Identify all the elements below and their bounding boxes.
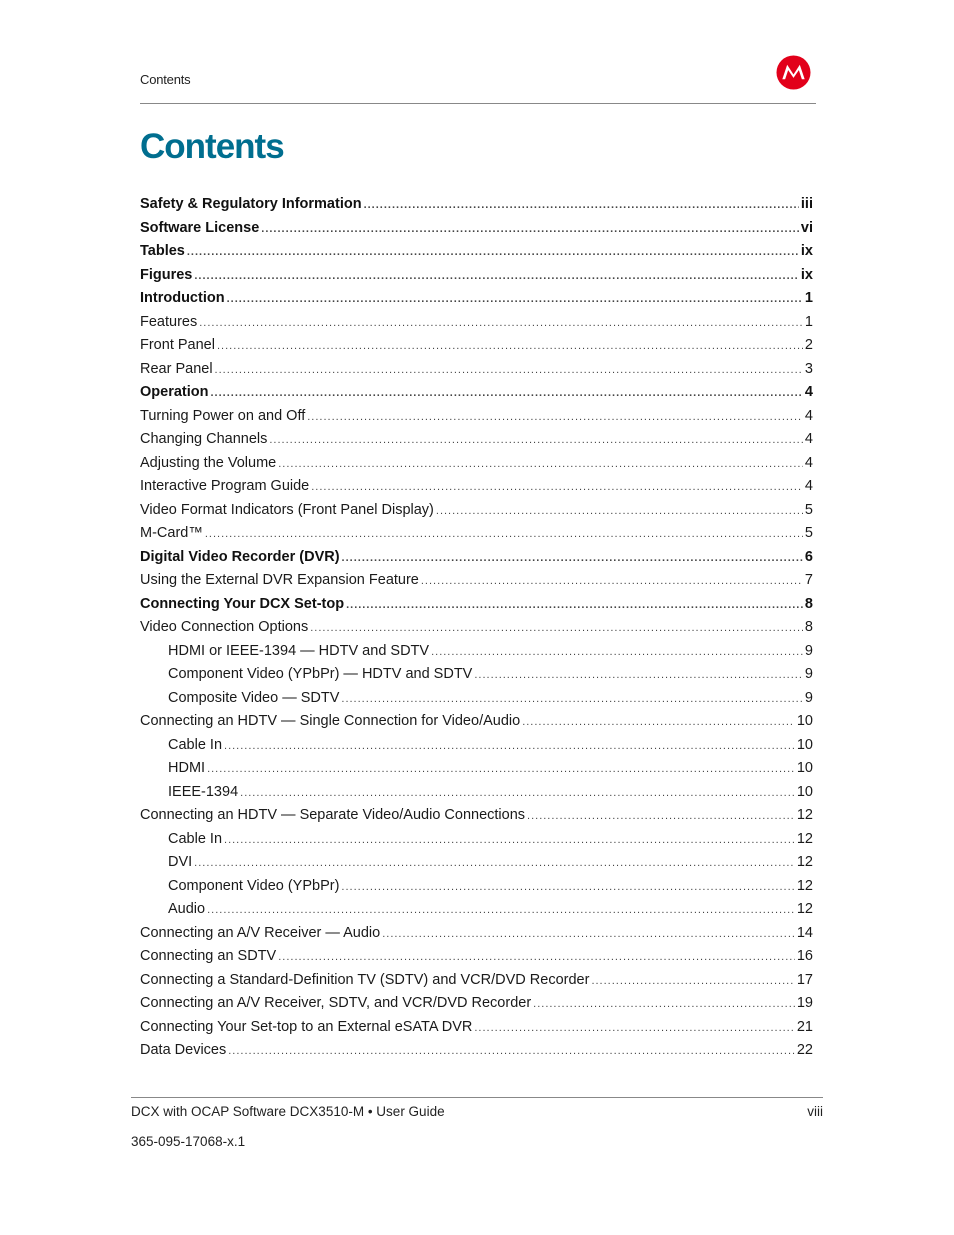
toc-entry-page: 1	[804, 313, 813, 330]
toc-entry[interactable]	[140, 569, 813, 593]
toc-dot-leader	[382, 923, 795, 946]
toc-dot-leader	[533, 993, 795, 1016]
toc-dot-leader	[522, 711, 795, 734]
toc-dot-leader	[341, 688, 803, 711]
header-divider	[140, 103, 816, 104]
toc-dot-leader	[527, 805, 795, 828]
toc-dot-leader	[240, 782, 795, 805]
toc-entry-page: 8	[804, 619, 813, 635]
toc-entry[interactable]	[140, 804, 813, 828]
toc-dot-leader	[224, 829, 795, 852]
running-header-label: Contents	[140, 72, 191, 87]
toc-entry-page: 4	[804, 384, 813, 400]
toc-dot-leader	[199, 312, 803, 335]
toc-entry-title: DVI	[168, 854, 193, 870]
toc-entry-page: 22	[796, 1042, 813, 1058]
toc-entry-title: Software License	[140, 219, 260, 236]
footer-page-number: viii	[807, 1104, 823, 1119]
toc-dot-leader	[346, 594, 803, 617]
toc-entry[interactable]	[140, 499, 813, 523]
toc-entry-page: 12	[796, 901, 813, 917]
toc-dot-leader	[310, 617, 803, 640]
toc-entry-page: 6	[804, 548, 813, 565]
toc-entry-page: iii	[800, 196, 813, 212]
toc-entry[interactable]	[140, 875, 813, 899]
toc-entry-title: IEEE-1394	[168, 783, 239, 800]
toc-dot-leader	[307, 406, 803, 429]
toc-dot-leader	[311, 476, 803, 499]
toc-entry[interactable]	[140, 311, 813, 335]
toc-entry[interactable]	[140, 405, 813, 429]
toc-dot-leader	[205, 523, 803, 546]
toc-entry-page: 17	[796, 971, 813, 988]
toc-entry-page: 5	[804, 525, 813, 541]
toc-entry-title: M-Card™	[140, 525, 203, 541]
toc-dot-leader	[207, 899, 795, 922]
toc-entry-page: 10	[796, 736, 813, 753]
toc-entry-page: 10	[796, 713, 813, 729]
toc-entry[interactable]	[140, 217, 813, 241]
toc-dot-leader	[194, 852, 795, 875]
toc-entry[interactable]	[140, 851, 813, 875]
toc-dot-leader	[474, 1017, 795, 1040]
toc-dot-leader	[342, 547, 803, 570]
toc-entry-page: 10	[796, 760, 813, 776]
toc-entry-title: Tables	[140, 243, 185, 259]
toc-entry-page: 12	[796, 854, 813, 870]
toc-entry[interactable]	[140, 240, 813, 264]
toc-dot-leader	[474, 664, 803, 687]
toc-entry[interactable]	[140, 969, 813, 993]
toc-dot-leader	[207, 758, 795, 781]
motorola-logo-icon	[776, 55, 811, 90]
toc-entry-title: Figures	[140, 266, 193, 283]
toc-entry-title: Changing Channels	[140, 431, 268, 447]
toc-entry-page: ix	[800, 243, 813, 259]
toc-dot-leader	[269, 429, 803, 452]
toc-entry[interactable]	[140, 1039, 813, 1063]
toc-entry-title: Video Connection Options	[140, 619, 309, 635]
toc-entry[interactable]	[140, 264, 813, 288]
toc-entry-title: Component Video (YPbPr) — HDTV and SDTV	[168, 666, 473, 682]
toc-dot-leader	[421, 570, 803, 593]
toc-entry[interactable]	[140, 193, 813, 217]
toc-entry[interactable]	[140, 781, 813, 805]
toc-entry-page: 9	[804, 666, 813, 682]
toc-entry-title: Connecting an A/V Receiver, SDTV, and VCR/DVD Recorder	[140, 995, 532, 1011]
toc-entry-title: Connecting an A/V Receiver — Audio	[140, 924, 381, 941]
toc-dot-leader	[227, 288, 803, 311]
toc-entry-title: Digital Video Recorder (DVR)	[140, 548, 340, 565]
toc-entry-title: Turning Power on and Off	[140, 407, 306, 424]
table-of-contents	[140, 193, 813, 1063]
toc-entry-page: 9	[804, 642, 813, 659]
toc-entry[interactable]	[140, 334, 813, 358]
toc-entry-title: Composite Video — SDTV	[168, 689, 340, 706]
toc-entry-title: Rear Panel	[140, 360, 213, 377]
toc-dot-leader	[341, 876, 794, 899]
toc-entry-page: vi	[800, 219, 813, 236]
toc-entry-title: Operation	[140, 384, 209, 400]
toc-entry-title: Interactive Program Guide	[140, 478, 310, 494]
toc-entry[interactable]	[140, 381, 813, 405]
toc-entry-title: Component Video (YPbPr)	[168, 877, 340, 894]
toc-entry-page: 4	[804, 478, 813, 494]
toc-entry-page: ix	[800, 266, 813, 283]
toc-entry-page: 12	[796, 830, 813, 847]
toc-dot-leader	[436, 500, 803, 523]
toc-entry-title: Video Format Indicators (Front Panel Display)	[140, 501, 434, 518]
toc-entry[interactable]	[140, 593, 813, 617]
toc-dot-leader	[194, 265, 799, 288]
toc-dot-leader	[215, 359, 803, 382]
toc-entry-title: Introduction	[140, 290, 225, 306]
toc-entry[interactable]	[140, 522, 813, 546]
toc-entry-page: 10	[796, 783, 813, 800]
toc-entry-page: 7	[804, 572, 813, 588]
toc-entry[interactable]	[140, 640, 813, 664]
toc-entry-title: HDMI	[168, 760, 206, 776]
toc-entry-title: Safety & Regulatory Information	[140, 196, 362, 212]
toc-entry-title: Using the External DVR Expansion Feature	[140, 572, 419, 588]
toc-entry[interactable]	[140, 452, 813, 476]
toc-entry-title: Connecting an HDTV — Separate Video/Audio Connections	[140, 807, 526, 823]
toc-entry-title: Cable In	[168, 736, 223, 753]
toc-entry-title: Connecting an SDTV	[140, 948, 277, 964]
toc-entry-page: 1	[804, 290, 813, 306]
toc-entry-page: 8	[804, 595, 813, 612]
toc-entry-page: 21	[796, 1018, 813, 1035]
toc-dot-leader	[228, 1040, 795, 1063]
toc-dot-leader	[217, 335, 803, 358]
toc-entry-title: Front Panel	[140, 337, 215, 353]
toc-entry[interactable]	[140, 710, 813, 734]
toc-entry-title: Data Devices	[140, 1042, 227, 1058]
toc-dot-leader	[591, 970, 794, 993]
toc-dot-leader	[278, 453, 803, 476]
toc-entry[interactable]	[140, 945, 813, 969]
toc-entry[interactable]	[140, 898, 813, 922]
toc-entry[interactable]	[140, 663, 813, 687]
toc-entry[interactable]	[140, 734, 813, 758]
toc-entry-title: Features	[140, 313, 198, 330]
toc-entry[interactable]	[140, 546, 813, 570]
toc-entry-page: 14	[796, 924, 813, 941]
toc-dot-leader	[278, 946, 795, 969]
toc-entry-title: Adjusting the Volume	[140, 454, 277, 471]
toc-entry[interactable]	[140, 475, 813, 499]
toc-entry[interactable]	[140, 992, 813, 1016]
toc-entry[interactable]	[140, 358, 813, 382]
toc-entry-page: 12	[796, 807, 813, 823]
footer-document-code: 365-095-17068-x.1	[131, 1134, 246, 1149]
toc-entry-title: HDMI or IEEE-1394 — HDTV and SDTV	[168, 642, 430, 659]
toc-entry[interactable]	[140, 828, 813, 852]
toc-dot-leader	[224, 735, 795, 758]
toc-entry-title: Connecting an HDTV — Single Connection for Video/Audio	[140, 713, 521, 729]
toc-entry-page: 9	[804, 689, 813, 706]
toc-entry-page: 5	[804, 501, 813, 518]
toc-dot-leader	[187, 241, 799, 264]
toc-entry-page: 4	[804, 431, 813, 447]
footer-divider	[131, 1097, 823, 1098]
toc-entry-page: 4	[804, 407, 813, 424]
toc-entry[interactable]	[140, 687, 813, 711]
toc-dot-leader	[210, 382, 802, 405]
toc-entry-title: Connecting Your DCX Set-top	[140, 595, 345, 612]
toc-entry[interactable]	[140, 428, 813, 452]
toc-entry-page: 3	[804, 360, 813, 377]
toc-entry-page: 12	[796, 877, 813, 894]
toc-dot-leader	[431, 641, 803, 664]
toc-dot-leader	[364, 194, 799, 217]
toc-entry-title: Connecting Your Set-top to an External eSATA DVR	[140, 1018, 473, 1035]
toc-entry[interactable]	[140, 757, 813, 781]
toc-entry-title: Connecting a Standard-Definition TV (SDTV) and VCR/DVD Recorder	[140, 971, 590, 988]
footer-document-title: DCX with OCAP Software DCX3510-M • User Guide	[131, 1104, 445, 1119]
toc-entry[interactable]	[140, 616, 813, 640]
toc-dot-leader	[261, 218, 799, 241]
toc-entry-page: 4	[804, 454, 813, 471]
toc-entry-page: 19	[796, 995, 813, 1011]
page-title: Contents	[140, 127, 284, 166]
toc-entry-title: Cable In	[168, 830, 223, 847]
toc-entry[interactable]	[140, 287, 813, 311]
toc-entry-title: Audio	[168, 901, 206, 917]
toc-entry[interactable]	[140, 1016, 813, 1040]
toc-entry-page: 2	[804, 337, 813, 353]
toc-entry-page: 16	[796, 948, 813, 964]
toc-entry[interactable]	[140, 922, 813, 946]
